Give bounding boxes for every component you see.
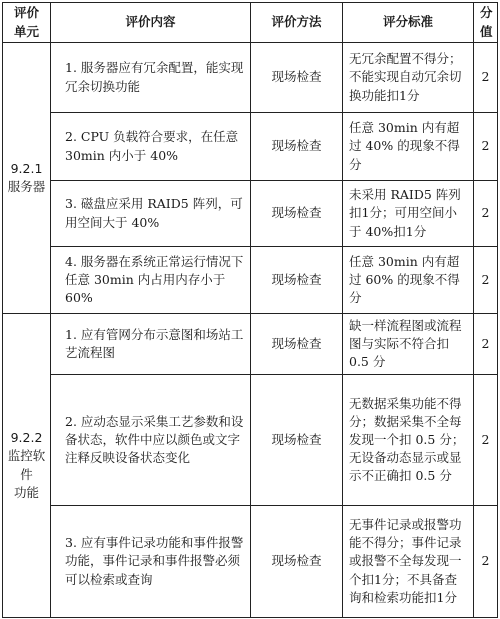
method-cell: 现场检查 xyxy=(251,375,343,506)
table-row xyxy=(3,314,498,375)
content-cell: 3. 磁盘应采用 RAID5 阵列，可用空间大于 40% xyxy=(51,181,251,247)
table-row xyxy=(3,247,498,314)
score-cell: 2 xyxy=(474,43,498,113)
method-cell: 现场检查 xyxy=(251,314,343,375)
header-criteria: 评分标准 xyxy=(343,3,474,43)
evaluation-table xyxy=(2,2,498,618)
content-cell: 4. 服务器在系统正常运行情况下任意 30min 内占用内存小于 60% xyxy=(51,247,251,314)
header-content: 评价内容 xyxy=(51,3,251,43)
criteria-cell: 缺一样流程图或流程图与实际不符合扣 0.5 分 xyxy=(343,314,474,375)
method-cell: 现场检查 xyxy=(251,506,343,618)
score-cell: 2 xyxy=(474,247,498,314)
content-cell: 3. 应有事件记录功能和事件报警功能，事件记录和事件报警必须可以检索或查询 xyxy=(51,506,251,618)
score-cell: 2 xyxy=(474,113,498,181)
content-cell: 1. 应有管网分布示意图和场站工艺流程图 xyxy=(51,314,251,375)
content-cell: 1. 服务器应有冗余配置，能实现冗余切换功能 xyxy=(51,43,251,113)
content-cell: 2. 应动态显示采集工艺参数和设备状态，软件中应以颜色或文字注释反映设备状态变化 xyxy=(51,375,251,506)
table-row xyxy=(3,375,498,506)
method-cell: 现场检查 xyxy=(251,43,343,113)
method-cell: 现场检查 xyxy=(251,181,343,247)
score-cell: 2 xyxy=(474,506,498,618)
criteria-cell: 任意 30min 内有超过 60% 的现象不得分 xyxy=(343,247,474,314)
content-cell: 2. CPU 负载符合要求，在任意 30min 内小于 40% xyxy=(51,113,251,181)
table-row xyxy=(3,181,498,247)
unit-cell-server: 9.2.1 服务器 xyxy=(3,43,51,314)
header-method: 评价方法 xyxy=(251,3,343,43)
score-cell: 2 xyxy=(474,314,498,375)
header-unit: 评价 单元 xyxy=(3,3,51,43)
table-row xyxy=(3,43,498,113)
criteria-cell: 任意 30min 内有超过 40% 的现象不得分 xyxy=(343,113,474,181)
header-row xyxy=(3,3,498,43)
criteria-cell: 无数据采集功能不得分；数据采集不全每发现一个扣 0.5 分；无设备动态显示或显示不正确扣 0.5 分 xyxy=(343,375,474,506)
score-cell: 2 xyxy=(474,181,498,247)
criteria-cell: 无冗余配置不得分；不能实现自动冗余切换功能扣1分 xyxy=(343,43,474,113)
criteria-cell: 无事件记录或报警功能不得分；事件记录或报警不全每发现一个扣1分；不具备查询和检索功能扣1分 xyxy=(343,506,474,618)
method-cell: 现场检查 xyxy=(251,247,343,314)
criteria-cell: 未采用 RAID5 阵列扣1分；可用空间小于 40%扣1分 xyxy=(343,181,474,247)
unit-cell-monitoring-software: 9.2.2 监控软件 功能 xyxy=(3,314,51,618)
method-cell: 现场检查 xyxy=(251,113,343,181)
header-score: 分 值 xyxy=(474,3,498,43)
table-row xyxy=(3,506,498,618)
score-cell: 2 xyxy=(474,375,498,506)
table-row xyxy=(3,113,498,181)
